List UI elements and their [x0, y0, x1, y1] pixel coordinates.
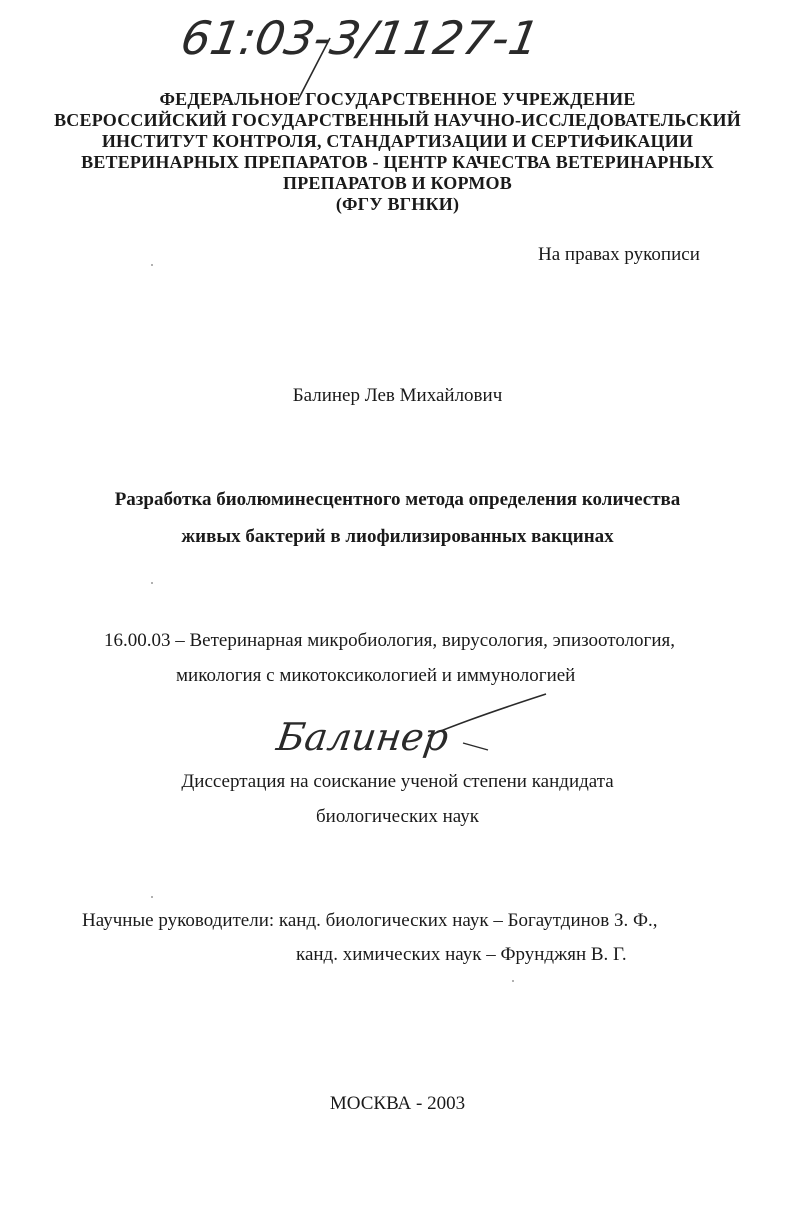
supervisors-line-2: канд. химических наук – Фрунджян В. Г.: [296, 944, 627, 965]
organization-line: (ФГУ ВГНКИ): [335, 194, 460, 214]
organization-line: ИНСТИТУТ КОНТРОЛЯ, СТАНДАРТИЗАЦИИ И СЕРТИФИКАЦИИ: [101, 131, 694, 151]
organization-line: ПРЕПАРАТОВ И КОРМОВ: [283, 173, 512, 193]
signature-text: Балинер: [273, 716, 452, 760]
dissertation-title-line-2: живых бактерий в лиофилизированных вакцинах: [181, 526, 614, 547]
archive-stamp-text: 61:03-3/1127-1: [176, 11, 544, 65]
degree-line-2: биологических наук: [316, 806, 479, 827]
organization-header: [0, 89, 795, 215]
specialty-line-2: микология с микотоксикологией и иммунологией: [176, 665, 576, 686]
organization-line: ФЕДЕРАЛЬНОЕ ГОСУДАРСТВЕННОЕ УЧРЕЖДЕНИЕ: [159, 89, 636, 109]
scan-speck: [151, 582, 153, 584]
organization-line: ВСЕРОССИЙСКИЙ ГОСУДАРСТВЕННЫЙ НАУЧНО-ИССЛЕДОВАТЕЛЬСКИЙ: [54, 110, 741, 130]
degree-line-1: Диссертация на соискание ученой степени кандидата: [181, 771, 614, 792]
organization-line: ВЕТЕРИНАРНЫХ ПРЕПАРАТОВ - ЦЕНТР КАЧЕСТВА ВЕТЕРИНАРНЫХ: [81, 152, 714, 172]
author-name: Балинер Лев Михайлович: [292, 385, 503, 406]
scan-speck: [512, 980, 514, 982]
manuscript-note: На правах рукописи: [538, 244, 700, 265]
supervisors-line-1: Научные руководители: канд. биологических наук – Богаутдинов З. Ф.,: [82, 910, 658, 931]
scan-speck: [151, 264, 153, 266]
scan-speck: [151, 896, 153, 898]
city-year: МОСКВА - 2003: [329, 1093, 466, 1114]
dissertation-title-line-1: Разработка биолюминесцентного метода определения количества: [114, 489, 681, 510]
specialty-line-1: 16.00.03 – Ветеринарная микробиология, вирусология, эпизоотология,: [104, 630, 676, 651]
author-signature: [273, 688, 568, 768]
